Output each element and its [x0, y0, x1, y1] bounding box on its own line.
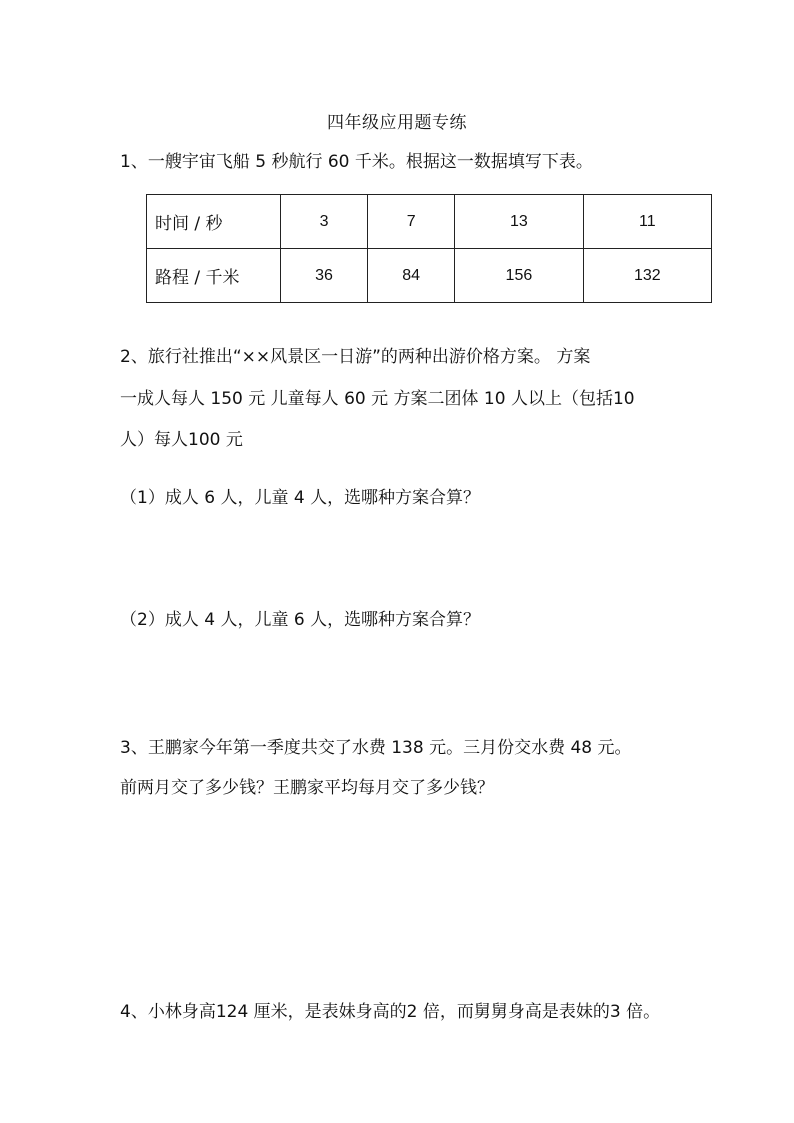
question-2-line-1: 2、旅行社推出“××风景区一日游”的两种出游价格方案。 方案: [120, 347, 591, 367]
question-3-line-1: 3、王鹏家今年第一季度共交了水费 138 元。三月份交水费 48 元。: [120, 738, 632, 758]
question-2-sub-2: （2）成人 4 人，儿童 6 人，选哪种方案合算？: [120, 610, 481, 630]
table-row-time: [147, 195, 712, 249]
question-3-line-2: 前两月交了多少钱？王鹏家平均每月交了多少钱？: [120, 778, 494, 798]
question-4-line-1: 4、小林身高124 厘米，是表妹身高的2 倍，而舅舅身高是表妹的3 倍。: [120, 1002, 661, 1022]
question-2-line-2: 一成人每人 150 元 儿童每人 60 元 方案二团体 10 人以上（包括10: [120, 389, 635, 409]
table-cell: 84: [368, 249, 455, 303]
speed-data-table: [146, 194, 712, 303]
table-row-header: 路程 / 千米: [147, 249, 281, 303]
question-2-sub-1: （1）成人 6 人，儿童 4 人，选哪种方案合算？: [120, 488, 481, 508]
table-cell: 36: [281, 249, 368, 303]
question-1-text: 1、一艘宇宙飞船 5 秒航行 60 千米。根据这一数据填写下表。: [120, 152, 593, 172]
table-cell: 11: [583, 195, 711, 249]
table-cell: 132: [583, 249, 711, 303]
table-cell: 13: [455, 195, 583, 249]
table-row-header: 时间 / 秒: [147, 195, 281, 249]
table-cell: 156: [455, 249, 583, 303]
question-2-line-3: 人）每人100 元: [120, 430, 243, 450]
table-row-distance: [147, 249, 712, 303]
page-title: 四年级应用题专练: [327, 113, 467, 133]
table-cell: 7: [368, 195, 455, 249]
table-cell: 3: [281, 195, 368, 249]
